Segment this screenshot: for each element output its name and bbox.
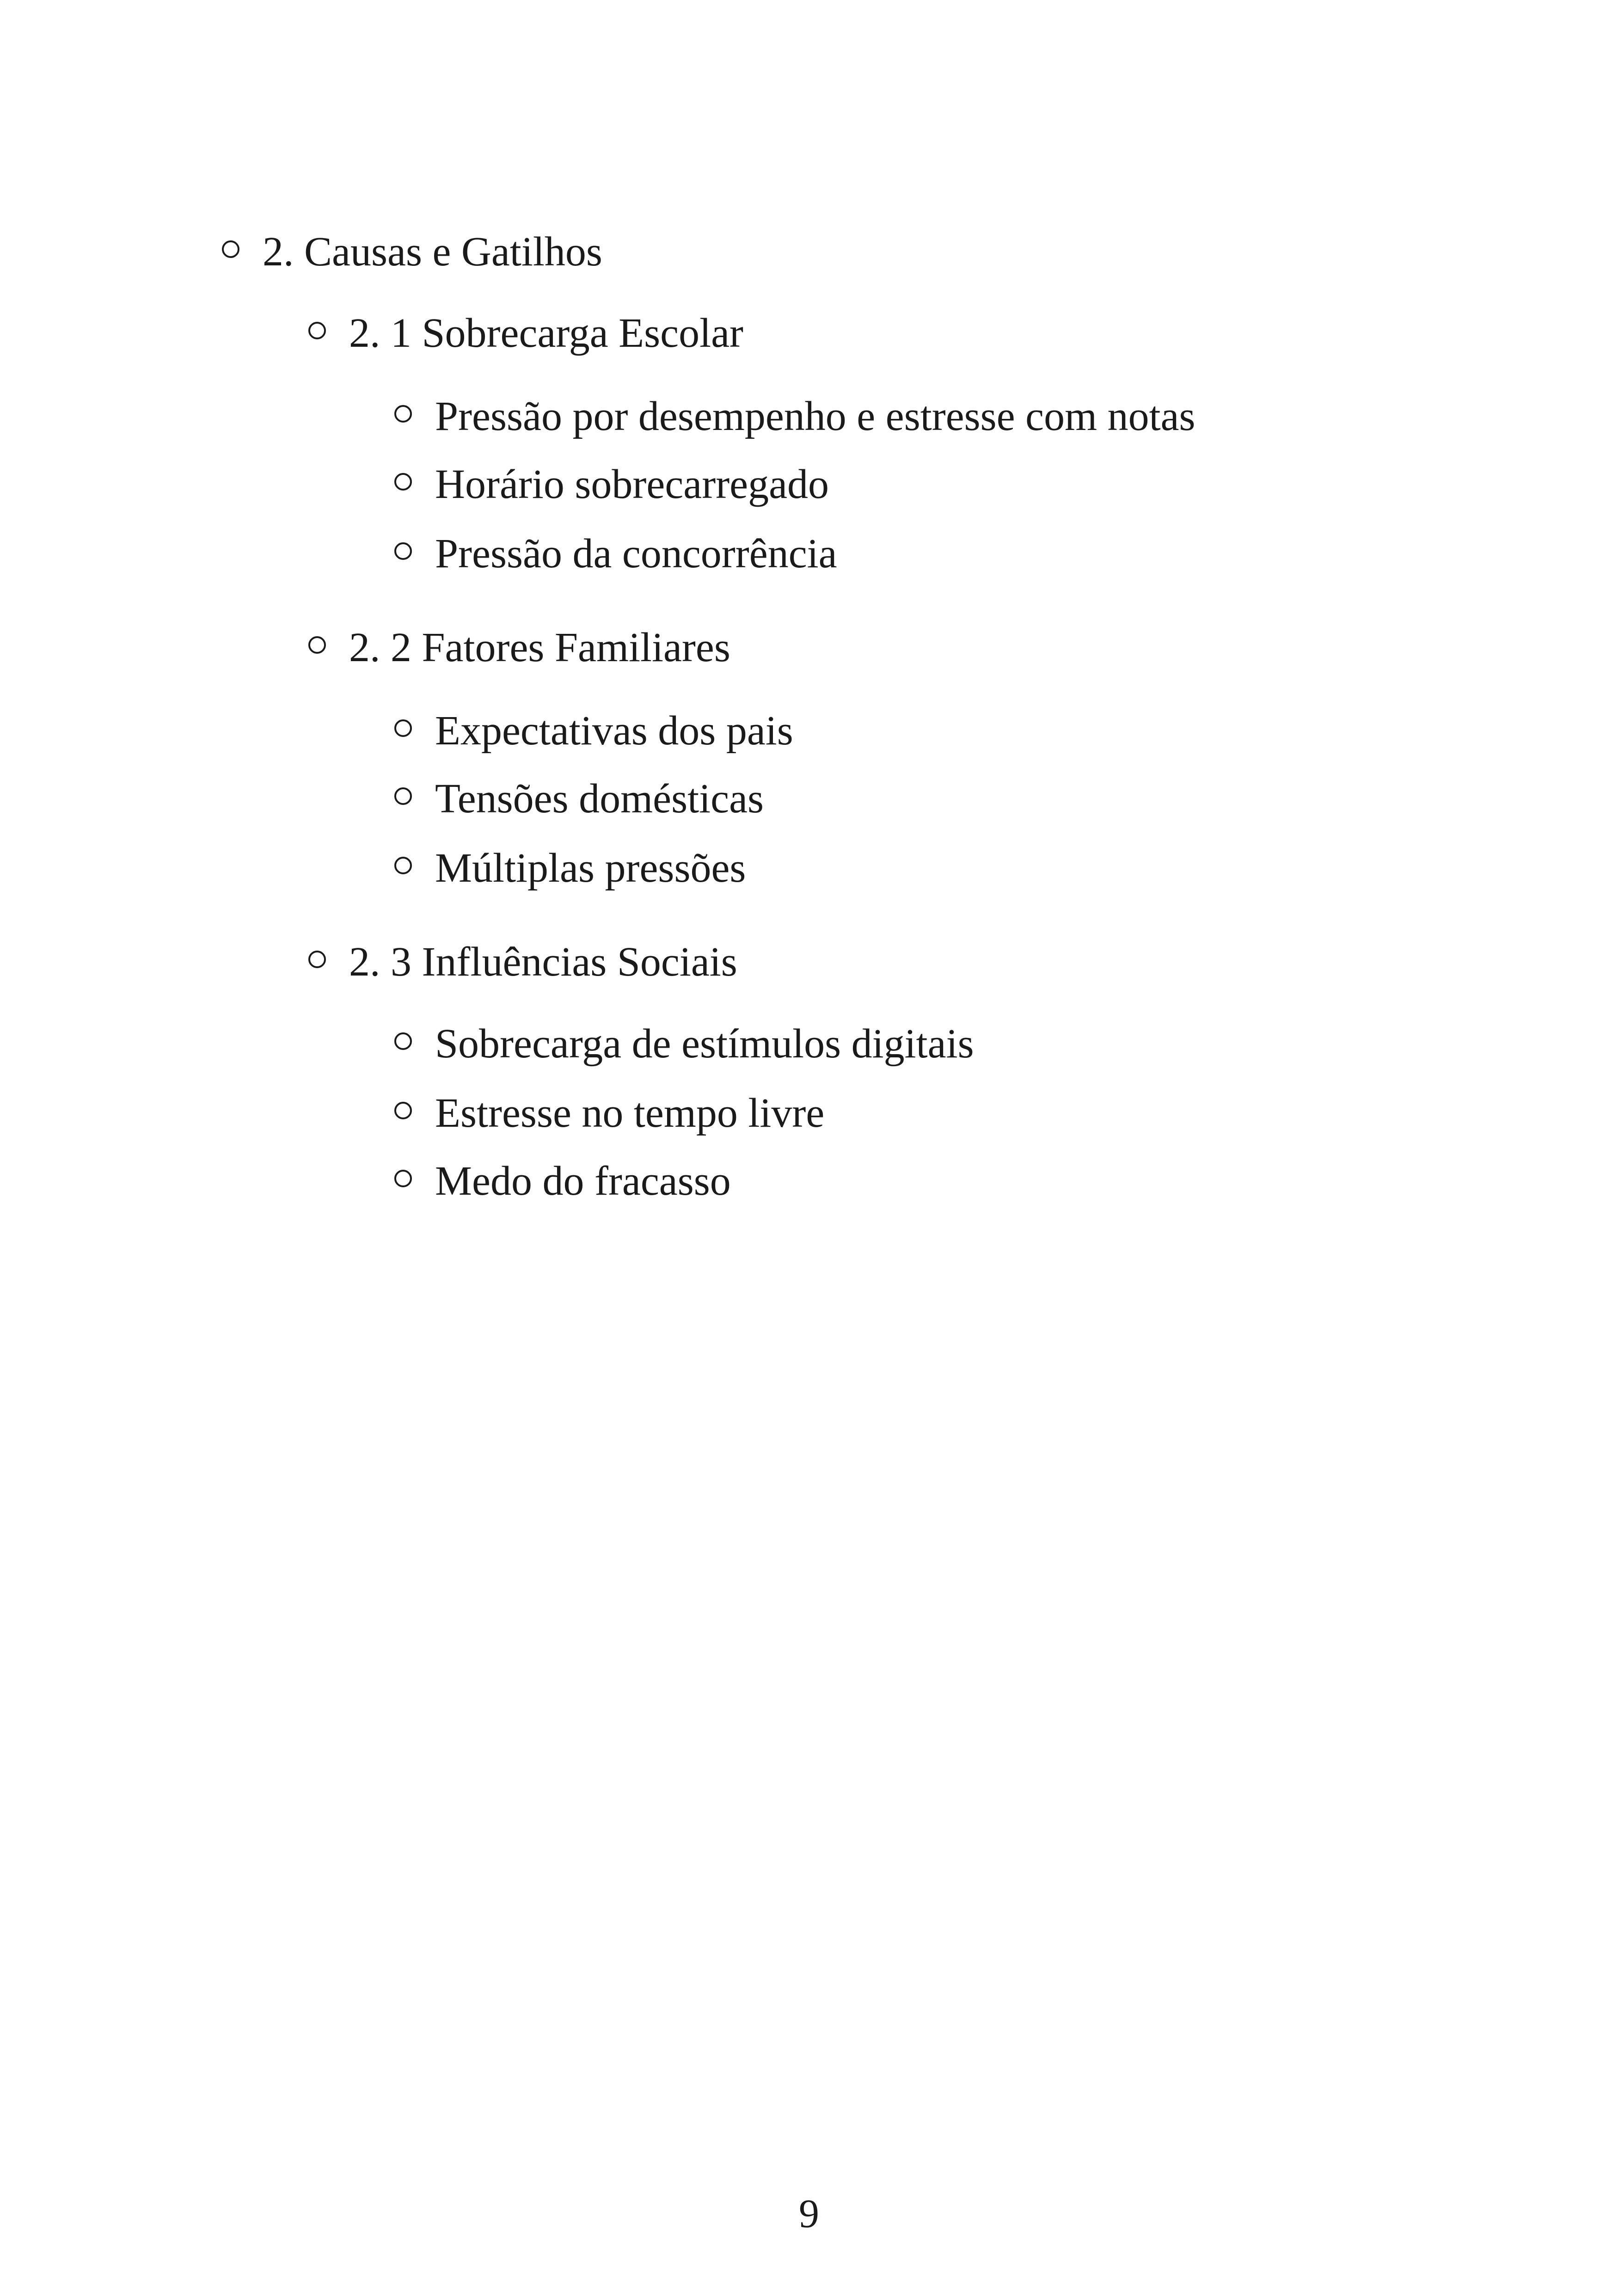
list-item [394, 533, 837, 575]
list-item-text: Pressão por desempenho e estresse com notas [435, 393, 1195, 439]
subsection-title: 2. 3 Influências Sociais [349, 939, 737, 985]
bullet-circle-icon [308, 951, 326, 968]
list-item-text: Estresse no tempo livre [435, 1090, 825, 1136]
bullet-circle-icon [394, 719, 412, 737]
bullet-circle-icon [394, 542, 412, 560]
list-item-text: Horário sobrecarregado [435, 461, 829, 507]
subsection-title: 2. 1 Sobrecarga Escolar [349, 310, 744, 356]
page-number: 9 [799, 2192, 819, 2236]
bullet-circle-icon [394, 787, 412, 805]
bullet-circle-icon [308, 636, 326, 654]
bullet-circle-icon [394, 1032, 412, 1050]
bullet-circle-icon [394, 405, 412, 423]
subsection-heading [308, 941, 737, 983]
list-item [394, 393, 1195, 439]
list-item [394, 778, 764, 820]
list-item-text: Expectativas dos pais [435, 708, 793, 754]
list-item-text: Pressão da concorrência [435, 531, 837, 577]
section-title: 2. Causas e Gatilhos [263, 229, 602, 275]
bullet-circle-icon [394, 1170, 412, 1187]
subsection-heading [308, 627, 730, 669]
bullet-circle-icon [308, 322, 326, 339]
list-item-text: Múltiplas pressões [435, 845, 746, 891]
list-item [394, 461, 829, 507]
list-item [394, 1023, 974, 1065]
list-item [394, 1090, 825, 1136]
list-item [394, 847, 746, 889]
list-item [394, 1160, 731, 1202]
list-item-text: Medo do fracasso [435, 1158, 731, 1204]
subsection-title: 2. 2 Fatores Familiares [349, 625, 730, 670]
bullet-circle-icon [394, 857, 412, 874]
bullet-circle-icon [394, 473, 412, 491]
subsection-heading [308, 310, 744, 356]
bullet-circle-icon [394, 1102, 412, 1119]
section-heading [222, 231, 602, 273]
list-item-text: Sobrecarga de estímulos digitais [435, 1021, 974, 1067]
bullet-circle-icon [222, 240, 239, 258]
list-item [394, 710, 793, 752]
list-item-text: Tensões domésticas [435, 776, 764, 822]
